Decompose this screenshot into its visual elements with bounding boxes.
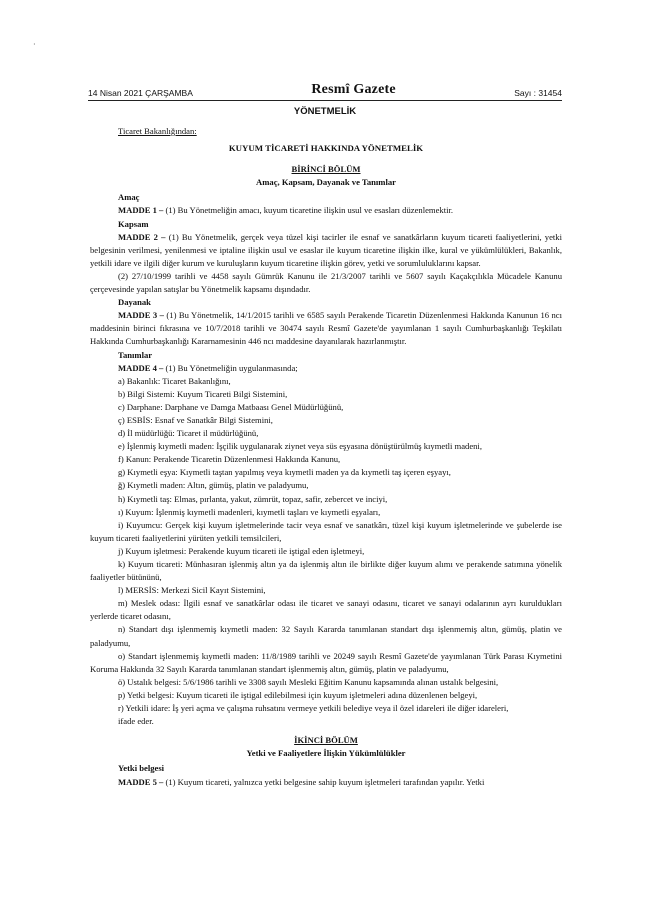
article3-heading: Dayanak: [118, 297, 151, 308]
definition-item: l) MERSİS: Merkezi Sicil Kayıt Sistemini,: [118, 585, 266, 596]
definition-item: ı) Kuyum: İşlenmiş kıymetli madenleri, kıymetli taşları ve kıymetli eşyaları,: [118, 506, 381, 517]
definition-item: d) İl müdürlüğü: Ticaret il müdürlüğünü,: [118, 428, 259, 439]
article4-heading: Tanımlar: [118, 349, 153, 360]
definition-item: ç) ESBİS: Esnaf ve Sanatkâr Bilgi Sistemini,: [118, 414, 273, 425]
definition-item: a) Bakanlık: Ticaret Bakanlığını,: [118, 375, 231, 386]
gazette-name: Resmî Gazete: [311, 82, 396, 97]
definition-item: r) Yetkili idare: İş yeri açma ve çalışma ruhsatını vermeye yetkili belediye veya il özel idareleri ile diğer idareleri,: [118, 703, 509, 714]
part2-subtitle: Yetki ve Faaliyetlere İlişkin Yükümlülükler: [246, 748, 406, 759]
definition-item: f) Kanun: Perakende Ticaretin Düzenlenmesi Hakkında Kanunu,: [118, 454, 341, 465]
definition-item: n) Standart dışı işlenmemiş kıymetli maden: 32 Sayılı Kararda tanımlanan standart dışı işlenmemiş altın, gümüş, platin ve paladyumu,: [90, 624, 562, 648]
article1-text: [90, 204, 562, 217]
article3-text: [90, 309, 562, 348]
article1-lead: MADDE 1 –: [118, 205, 164, 216]
definition-item: i) Kuyumcu: Gerçek kişi kuyum işletmelerinde tacir veya esnaf ve sanatkârı, tüzel kişi kuyum işletmelerinde ve şubelerde ise kuyum ticareti faaliyetlerini yürüten yetkili temsilcileri,: [90, 519, 562, 543]
part2-title: İKİNCİ BÖLÜM: [294, 735, 358, 746]
article2-lead: MADDE 2 –: [118, 231, 166, 242]
article4-text: [90, 362, 562, 375]
article3-body: (1) Bu Yönetmelik, 14/1/2015 tarihli ve 6585 sayılı Perakende Ticaretin Düzenlenmesi Hakkında Kanunun 16 ncı maddesinin birinci fıkrasına ve 10/7/2018 tarihli ve 30474 sayılı Resmî Gazete'de yayımlanan 1 sayılı Cumhurbaşkanlığı Teşkilatı Hakkında Cumhurbaşkanlığı Kararnamesinin 446 ncı maddesine dayanılarak hazırlanmıştır.: [90, 310, 563, 347]
article1-body: (1) Bu Yönetmeliğin amacı, kuyum ticaretine ilişkin usul ve esasları düzenlemektir.: [163, 205, 454, 216]
part1-title: BİRİNCİ BÖLÜM: [291, 164, 361, 175]
document-body: [90, 123, 562, 789]
article2-body: (1) Bu Yönetmelik, gerçek veya tüzel kişi tacirler ile esnaf ve sanatkârların kuyum ticareti faaliyetlerini, yetki belgesinin verilmesi, yenilenmesi ve iptaline ilişkin usul ve esaslar ile kuyum ticaretine ilişkin ilke, kural ve yükümlülükleri, Bakanlık, yetkili idare ve ilgili diğer kurum ve kuruluşların kuyum ticaretine ilişkin görev, yetki ve sorumluluklarını kapsar.: [90, 231, 562, 268]
definition-item: p) Yetki belgesi: Kuyum ticareti ile iştigal edilebilmesi için kuyum işletmeleri adına düzenlenen belgeyi,: [118, 689, 478, 700]
article4-closing: ifade eder.: [118, 716, 154, 727]
article2-text: [90, 231, 562, 270]
article4-body: (1) Bu Yönetmeliğin uygulanmasında;: [163, 362, 298, 373]
definition-item: e) İşlenmiş kıymetli maden: İşçilik uygulanarak ziynet veya süs eşyasına dönüştürülmüş kıymetli madeni,: [118, 441, 482, 452]
definition-item: c) Darphane: Darphane ve Damga Matbaası Genel Müdürlüğünü,: [118, 401, 344, 412]
issue-number: Sayı : 31454: [514, 88, 562, 98]
scan-mark: ·: [33, 40, 36, 49]
definitions-list: [90, 375, 562, 715]
definition-item: b) Bilgi Sistemi: Kuyum Ticareti Bilgi Sistemini,: [118, 388, 288, 399]
article5-body: (1) Kuyum ticareti, yalnızca yetki belgesine sahip kuyum işletmeleri tarafından yapılır. Yetki: [163, 776, 485, 787]
definition-item: ğ) Kıymetli maden: Altın, gümüş, platin ve paladyumu,: [118, 480, 309, 491]
definition-item: k) Kuyum ticareti: Münhasıran işlenmiş altın ya da işlenmiş altın ile birlikte diğer kuyum alımı ve perakende satımına yönelik faaliyetler bütününü,: [90, 559, 562, 583]
gazette-header: [88, 82, 562, 101]
definition-item: o) Standart işlenmemiş kıymetli maden: 11/8/1989 tarihli ve 20249 sayılı Resmî Gazete'de yayımlanan Türk Parası Kıymetini Koruma Hakkında 32 Sayılı Kararda tanımlanan standart işlenmemiş altın, gümüş, platin ve paladyumu,: [90, 650, 562, 674]
definition-item: h) Kıymetli taş: Elmas, pırlanta, yakut, zümrüt, topaz, safir, zebercet ve inciyi,: [118, 493, 388, 504]
article4-lead: MADDE 4 –: [118, 362, 164, 373]
definition-item: j) Kuyum işletmesi: Perakende kuyum ticareti ile iştigal eden işletmeyi,: [118, 545, 365, 556]
definition-item: ö) Ustalık belgesi: 5/6/1986 tarihli ve 3308 sayılı Mesleki Eğitim Kanunu kapsamında alınan ustalık belgesini,: [118, 676, 499, 687]
header-date: 14 Nisan 2021 ÇARŞAMBA: [88, 88, 193, 98]
article5-text: [90, 776, 562, 789]
article5-lead: MADDE 5 –: [118, 776, 164, 787]
regulation-title: KUYUM TİCARETİ HAKKINDA YÖNETMELİK: [228, 143, 424, 154]
definition-item: g) Kıymetli eşya: Kıymetli taştan yapılmış veya kıymetli maden ya da kıymetli taş içeren eşyayı,: [118, 467, 451, 478]
ministry-name: Ticaret Bakanlığından:: [118, 126, 197, 136]
article3-lead: MADDE 3 –: [118, 310, 164, 321]
definition-item: m) Meslek odası: İlgili esnaf ve sanatkârlar odası ile ticaret ve sanayi odasını, ticaret ve sanayi odalarının ayrı kuruldukları yerlerde ticaret odasını,: [90, 598, 562, 622]
part1-subtitle: Amaç, Kapsam, Dayanak ve Tanımlar: [256, 177, 396, 188]
article5-heading: Yetki belgesi: [118, 763, 165, 774]
article1-heading: Amaç: [118, 192, 140, 203]
article2-heading: Kapsam: [118, 218, 149, 229]
article2-para2: (2) 27/10/1999 tarihli ve 4458 sayılı Gümrük Kanunu ile 21/3/2007 tarihli ve 5607 sayılı Kaçakçılıkla Mücadele Kanunu çerçevesinde yapılan satışlar bu Yönetmelik kapsamı dışındadır.: [90, 270, 562, 295]
section-label: YÖNETMELİK: [293, 106, 357, 117]
